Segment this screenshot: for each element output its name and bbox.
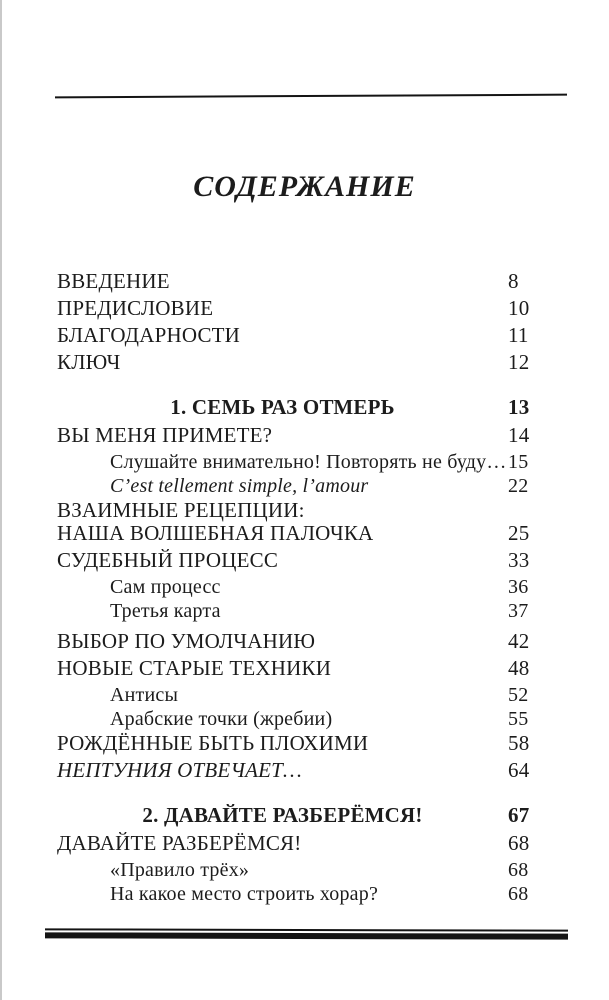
toc-entry-page-number: 12 — [508, 350, 530, 374]
toc-row — [57, 804, 568, 832]
toc-entry-page-number: 68 — [508, 883, 529, 905]
toc-entry-label: СУДЕБНЫЙ ПРОЦЕСС — [57, 548, 279, 572]
toc-entry-page-number: 48 — [508, 656, 530, 680]
toc-entry-page-number: 42 — [508, 629, 530, 653]
toc-entry-label: ПРЕДИСЛОВИЕ — [57, 296, 214, 320]
toc-row — [57, 708, 568, 732]
toc-entry-label: ВЫБОР ПО УМОЛЧАНИЮ — [57, 629, 316, 653]
toc-entry-page-number: 58 — [508, 731, 530, 755]
toc-entry-label: Слушайте внимательно! Повторять не буду… — [110, 451, 507, 473]
toc-row — [57, 475, 568, 499]
toc-entry-page-number: 25 — [508, 521, 530, 545]
toc-row — [57, 297, 568, 324]
toc-entry-label: КЛЮЧ — [57, 350, 121, 374]
toc-entry-page-number: 13 — [508, 395, 530, 419]
toc-entry-label: Арабские точки (жребии) — [110, 708, 333, 730]
toc-entry-page-number: 68 — [508, 859, 529, 881]
toc-entry-page-number: 64 — [508, 758, 530, 782]
toc-row — [57, 270, 568, 297]
toc-entry-label: ВВЕДЕНИЕ — [57, 269, 170, 293]
toc-row — [57, 451, 568, 475]
toc-entry-page-number: 10 — [508, 296, 530, 320]
toc-entry-page-number: 68 — [508, 831, 530, 855]
toc-row — [57, 351, 568, 378]
toc-row — [57, 630, 568, 657]
toc-entry-page-number: 33 — [508, 548, 530, 572]
toc-entry-label: Антисы — [110, 684, 179, 706]
toc-entry-label: НЕПТУНИЯ ОТВЕЧАЕТ… — [57, 758, 302, 782]
toc-entry-page-number: 55 — [508, 708, 529, 730]
toc-entry-page-number: 15 — [508, 451, 529, 473]
toc-row — [57, 576, 568, 600]
toc-row — [57, 883, 568, 907]
footer-rule-thin-line — [45, 928, 568, 931]
toc-entry-label: НАША ВОЛШЕБНАЯ ПАЛОЧКА — [57, 521, 374, 545]
toc-row — [57, 600, 568, 624]
toc-entry-page-number: 36 — [508, 576, 529, 598]
toc-row — [57, 732, 568, 759]
toc-row — [57, 424, 568, 451]
page-title: СОДЕРЖАНИЕ — [193, 170, 416, 203]
toc-entry-label: ВЗАИМНЫЕ РЕЦЕПЦИИ: — [57, 498, 305, 522]
toc-row — [57, 549, 568, 576]
toc-row — [57, 324, 568, 351]
toc-row — [57, 859, 568, 883]
table-of-contents — [57, 270, 568, 907]
toc-entry-page-number: 52 — [508, 684, 529, 706]
toc-entry-label: «Правило трёх» — [110, 859, 250, 881]
toc-entry-label: БЛАГОДАРНОСТИ — [57, 323, 241, 347]
toc-entry-label: На какое место строить хорар? — [110, 883, 379, 905]
toc-entry-label: 2. ДАВАЙТЕ РАЗБЕРЁМСЯ! — [142, 803, 423, 827]
toc-row — [57, 522, 568, 549]
toc-entry-label: 1. СЕМЬ РАЗ ОТМЕРЬ — [170, 395, 395, 419]
toc-entry-label: ВЫ МЕНЯ ПРИМЕТЕ? — [57, 423, 273, 447]
toc-row — [57, 396, 568, 424]
toc-entry-label: НОВЫЕ СТАРЫЕ ТЕХНИКИ — [57, 656, 332, 680]
toc-entry-page-number: 11 — [508, 323, 529, 347]
toc-entry-page-number: 67 — [508, 803, 530, 827]
toc-entry-page-number: 22 — [508, 475, 529, 497]
toc-entry-label: ДАВАЙТЕ РАЗБЕРЁМСЯ! — [57, 831, 302, 855]
toc-entry-label: C’est tellement simple, l’amour — [110, 475, 369, 497]
toc-row — [57, 759, 568, 786]
toc-row — [57, 832, 568, 859]
toc-entry-page-number: 8 — [508, 269, 519, 293]
header-rule — [55, 94, 567, 99]
toc-row — [57, 499, 568, 522]
toc-entry-page-number: 14 — [508, 423, 530, 447]
toc-entry-label: РОЖДЁННЫЕ БЫТЬ ПЛОХИМИ — [57, 731, 369, 755]
toc-row — [57, 684, 568, 708]
toc-entry-label: Сам процесс — [110, 576, 221, 598]
footer-rule — [45, 928, 568, 939]
toc-entry-label: Третья карта — [110, 600, 221, 622]
toc-row — [57, 657, 568, 684]
scan-edge-artifact — [0, 0, 2, 1000]
toc-entry-page-number: 37 — [508, 600, 529, 622]
footer-rule-thick-line — [45, 932, 568, 939]
